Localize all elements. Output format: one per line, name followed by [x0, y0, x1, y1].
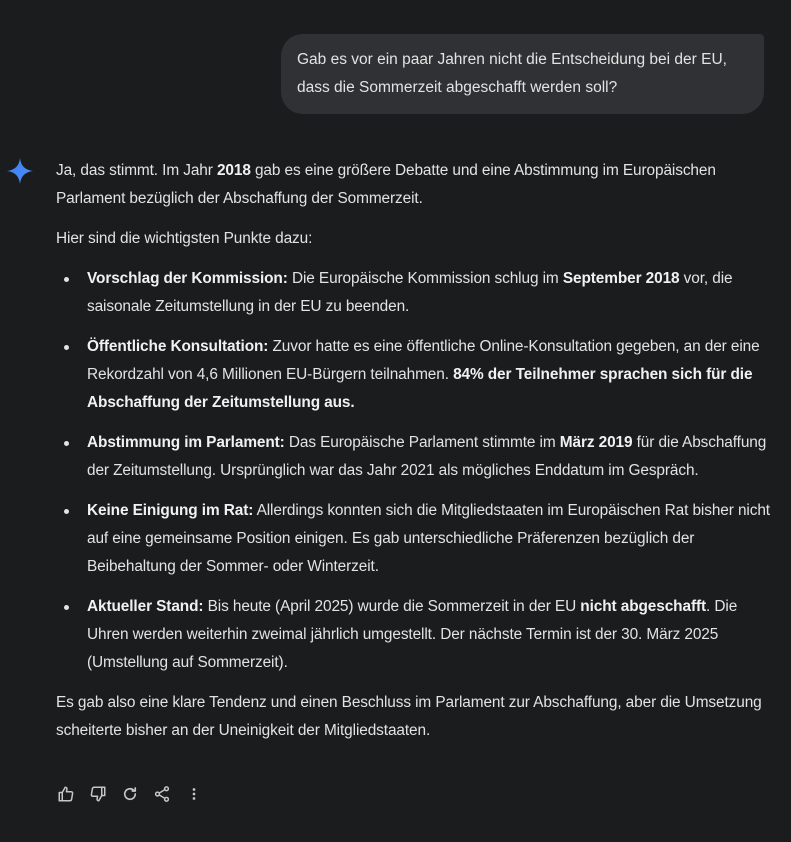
list-item: Abstimmung im Parlament: Das Europäische Parlament stimmte im März 2019 für die Abschaffung der Zeitumstellung. Ursprünglich war das Jahr 2021 als mögliches Enddatum im Gespräch.	[87, 429, 771, 485]
list-item: Vorschlag der Kommission: Die Europäische Kommission schlug im September 2018 vor, die saisonale Zeitumstellung in der EU zu beenden.	[87, 265, 771, 321]
response-conclusion: Es gab also eine klare Tendenz und einen Beschluss im Parlament zur Abschaffung, aber die Umsetzung scheiterte bisher an der Uneinigkeit der Mitgliedstaaten.	[56, 694, 762, 739]
gemini-spark-icon	[6, 157, 34, 185]
regenerate-button[interactable]	[119, 783, 140, 804]
share-icon	[153, 785, 171, 803]
user-message-line-2: dass die Sommerzeit abgeschafft werden soll?	[297, 79, 618, 96]
response-lead: Hier sind die wichtigsten Punkte dazu:	[56, 230, 313, 247]
response-actions-bar	[55, 783, 215, 804]
thumbs-down-button[interactable]	[87, 783, 108, 804]
more-options-button[interactable]	[183, 783, 204, 804]
list-item: Öffentliche Konsultation: Zuvor hatte es eine öffentliche Online-Konsultation gegeben, an der eine Rekordzahl von 4,6 Millionen EU-Bürgern teilnahmen. 84% der Teilnehmer sprachen sich für die Abschaffung der Zeitumstellung aus.	[87, 333, 771, 417]
more-vert-icon	[185, 785, 203, 803]
response-intro: Ja, das stimmt. Im Jahr 2018 gab es eine größere Debatte und eine Abstimmung im Europäischen Parlament bezüglich der Abschaffung der Sommerzeit.	[56, 162, 716, 207]
list-item: Aktueller Stand: Bis heute (April 2025) wurde die Sommerzeit in der EU nicht abgeschafft. Die Uhren werden weiterhin zweimal jährlich umgestellt. Der nächste Termin ist der 30. März 2025 (Umstellung auf Sommerzeit).	[87, 593, 771, 677]
assistant-response	[56, 157, 771, 757]
thumbs-down-icon	[89, 785, 107, 803]
user-message-line-1: Gab es vor ein paar Jahren nicht die Entscheidung bei der EU,	[297, 51, 727, 68]
list-item: Keine Einigung im Rat: Allerdings konnten sich die Mitgliedstaaten im Europäischen Rat bisher nicht auf eine gemeinsame Position einigen. Es gab unterschiedliche Präferenzen bezüglich der Beibehaltung der Sommer- oder Winterzeit.	[87, 497, 771, 581]
share-button[interactable]	[151, 783, 172, 804]
thumbs-up-button[interactable]	[55, 783, 76, 804]
user-message-bubble	[281, 34, 764, 114]
thumbs-up-icon	[57, 785, 75, 803]
key-points-list	[56, 265, 771, 677]
regenerate-icon	[121, 785, 139, 803]
